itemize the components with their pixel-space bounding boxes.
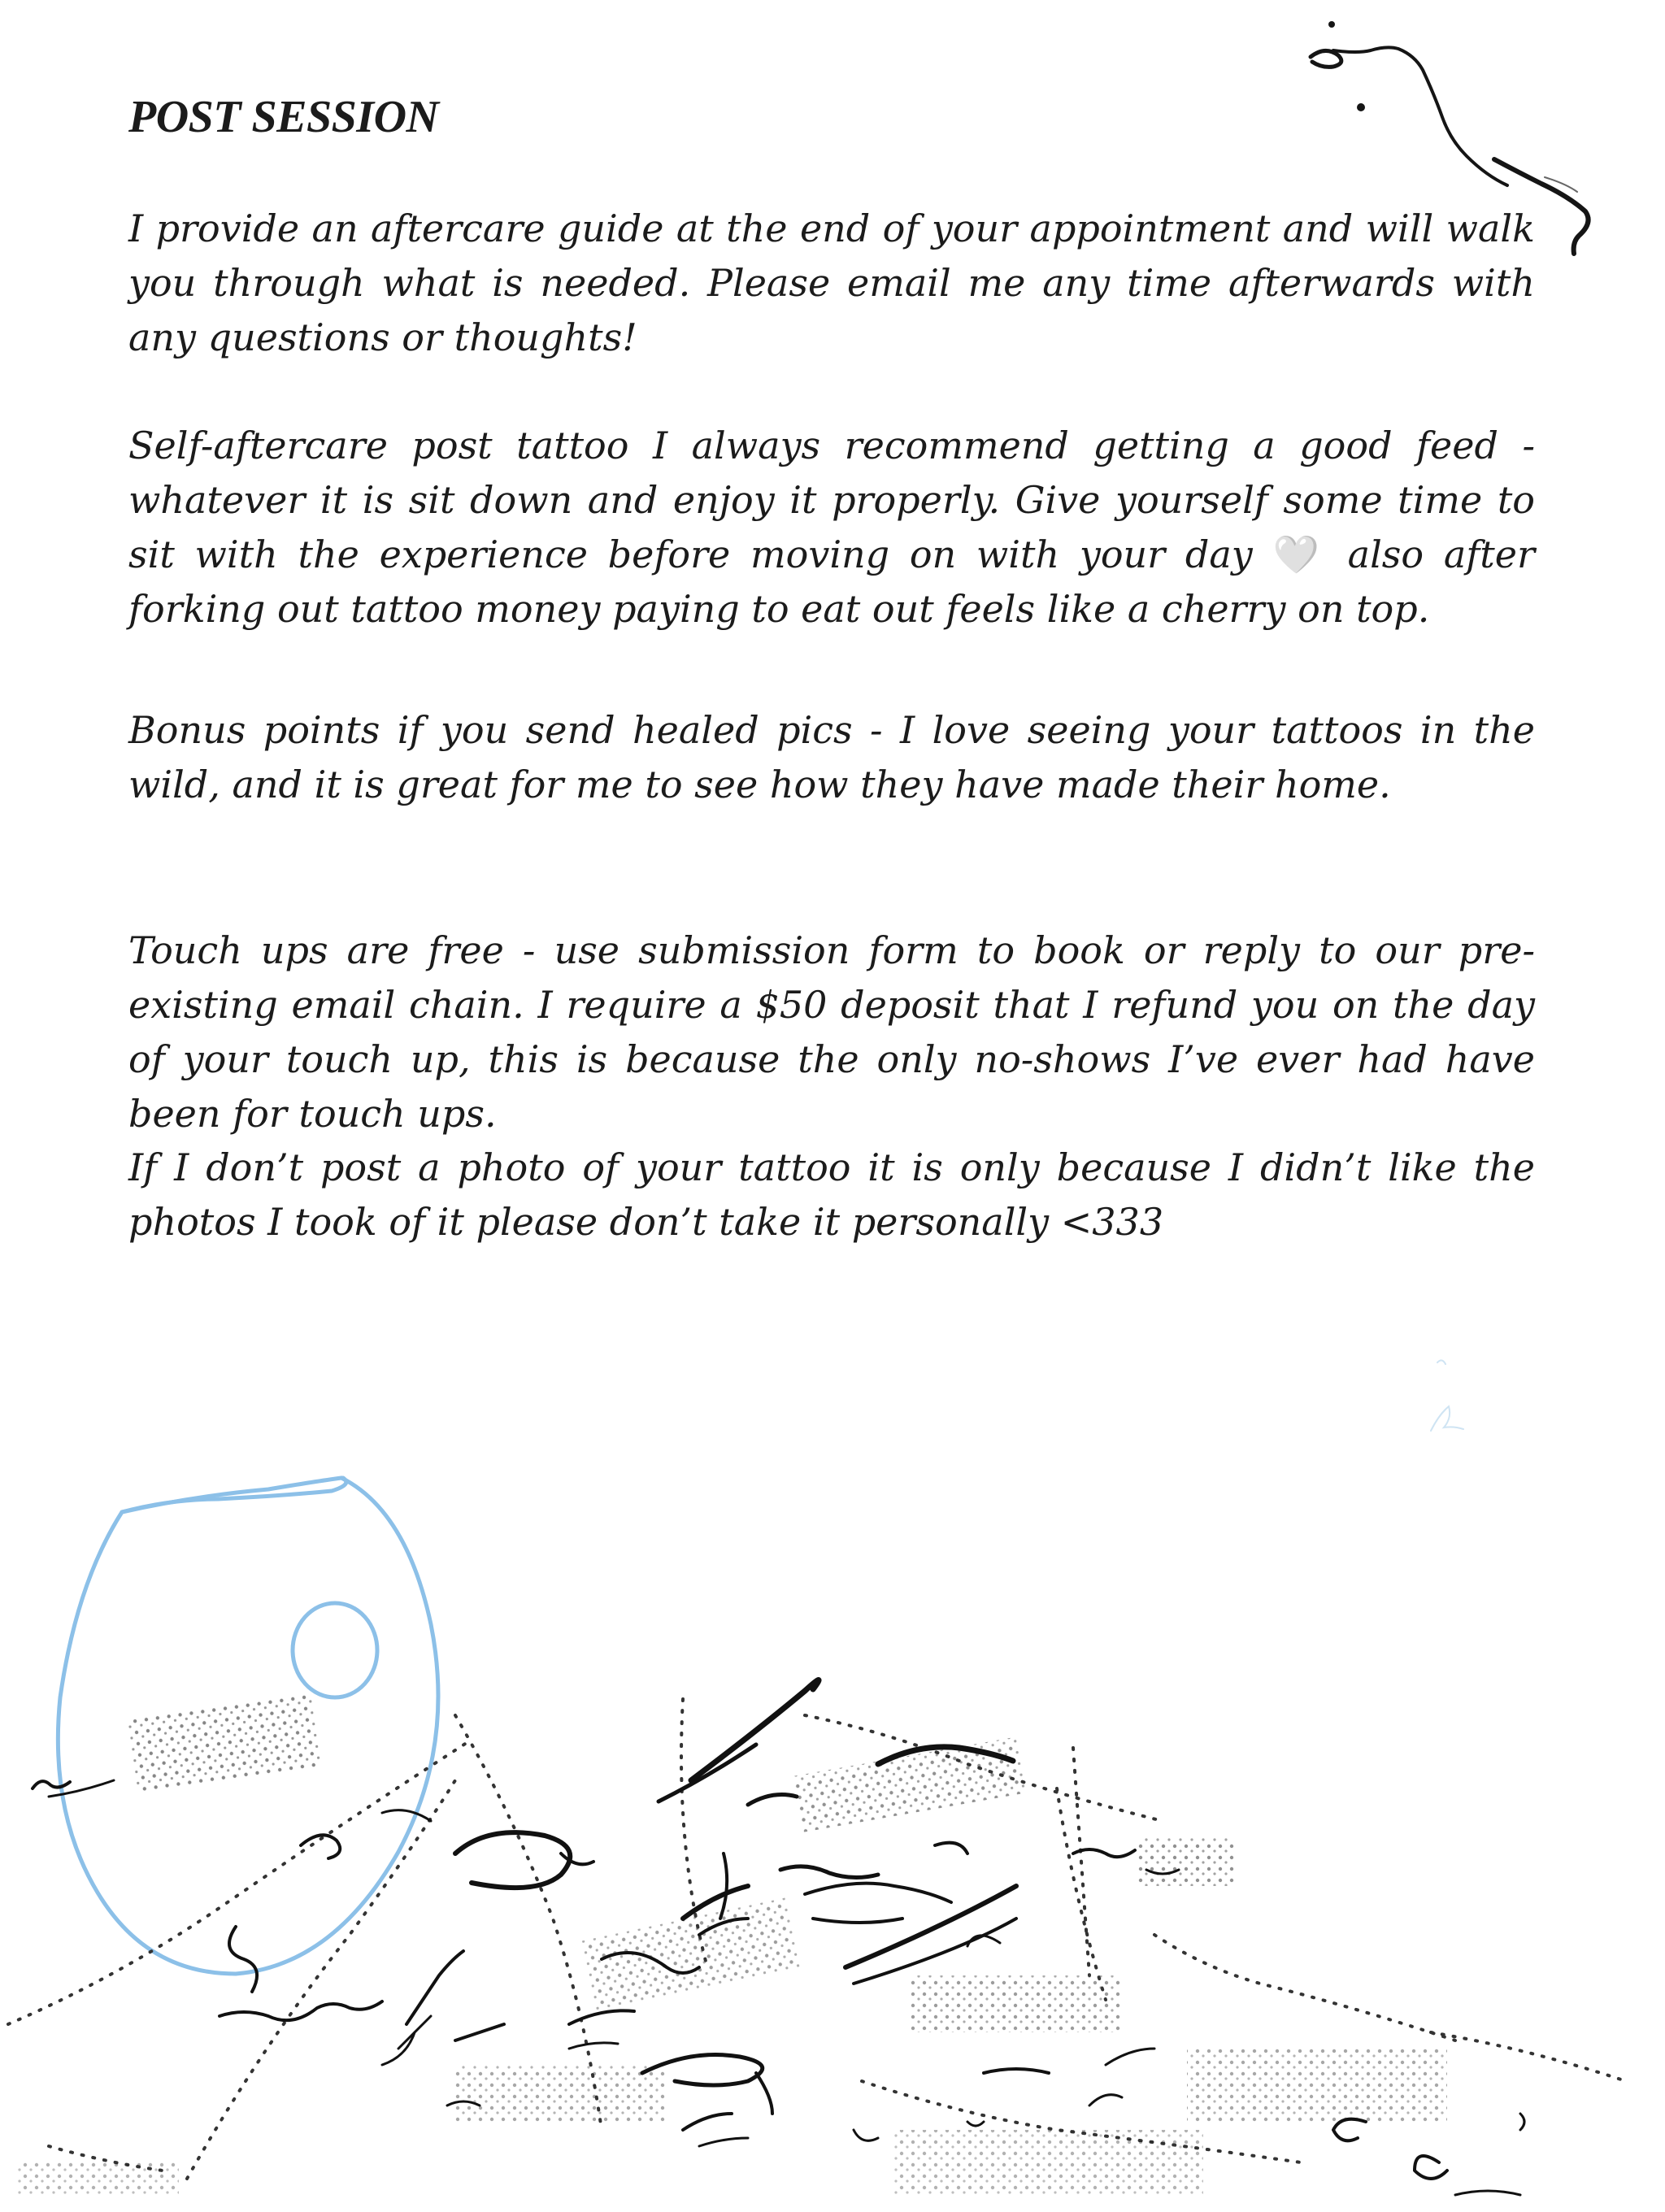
photo-note-paragraph: If I don’t post a photo of your tattoo it is only because I didn’t like the photos I took of it please don’t take it personally <333 bbox=[128, 1145, 1535, 1244]
self-aftercare-text-start: Self-aftercare post tattoo I always recommend getting a good feed - whatever it is sit down and enjoy it properly. Give yourself some time to sit with the experience before moving on with your day bbox=[128, 424, 1535, 576]
touch-ups-paragraph: Touch ups are free - use submission form to book or reply to our pre-existing email chain. I require a $50 deposit that I refund you on the day of your touch up, this is because the only no-shows I’ve ever had have been for touch ups. bbox=[128, 928, 1535, 1136]
aftercare-guide-paragraph: I provide an aftercare guide at the end of your appointment and will walk you through what is needed. Please email me any time afterwards with any questions or thoughts! bbox=[128, 206, 1535, 359]
bonus-points-paragraph: Bonus points if you send healed pics - I love seeing your tattoos in the wild, and it is great for me to see how they have made their home. bbox=[128, 708, 1535, 806]
white-heart-icon: 🤍 bbox=[1272, 532, 1328, 576]
self-aftercare-text-end: also after forking out tattoo money paying to eat out feels like a cherry on top. bbox=[128, 532, 1536, 631]
self-aftercare-paragraph bbox=[128, 419, 1535, 637]
page-title: POST SESSION bbox=[128, 92, 439, 142]
